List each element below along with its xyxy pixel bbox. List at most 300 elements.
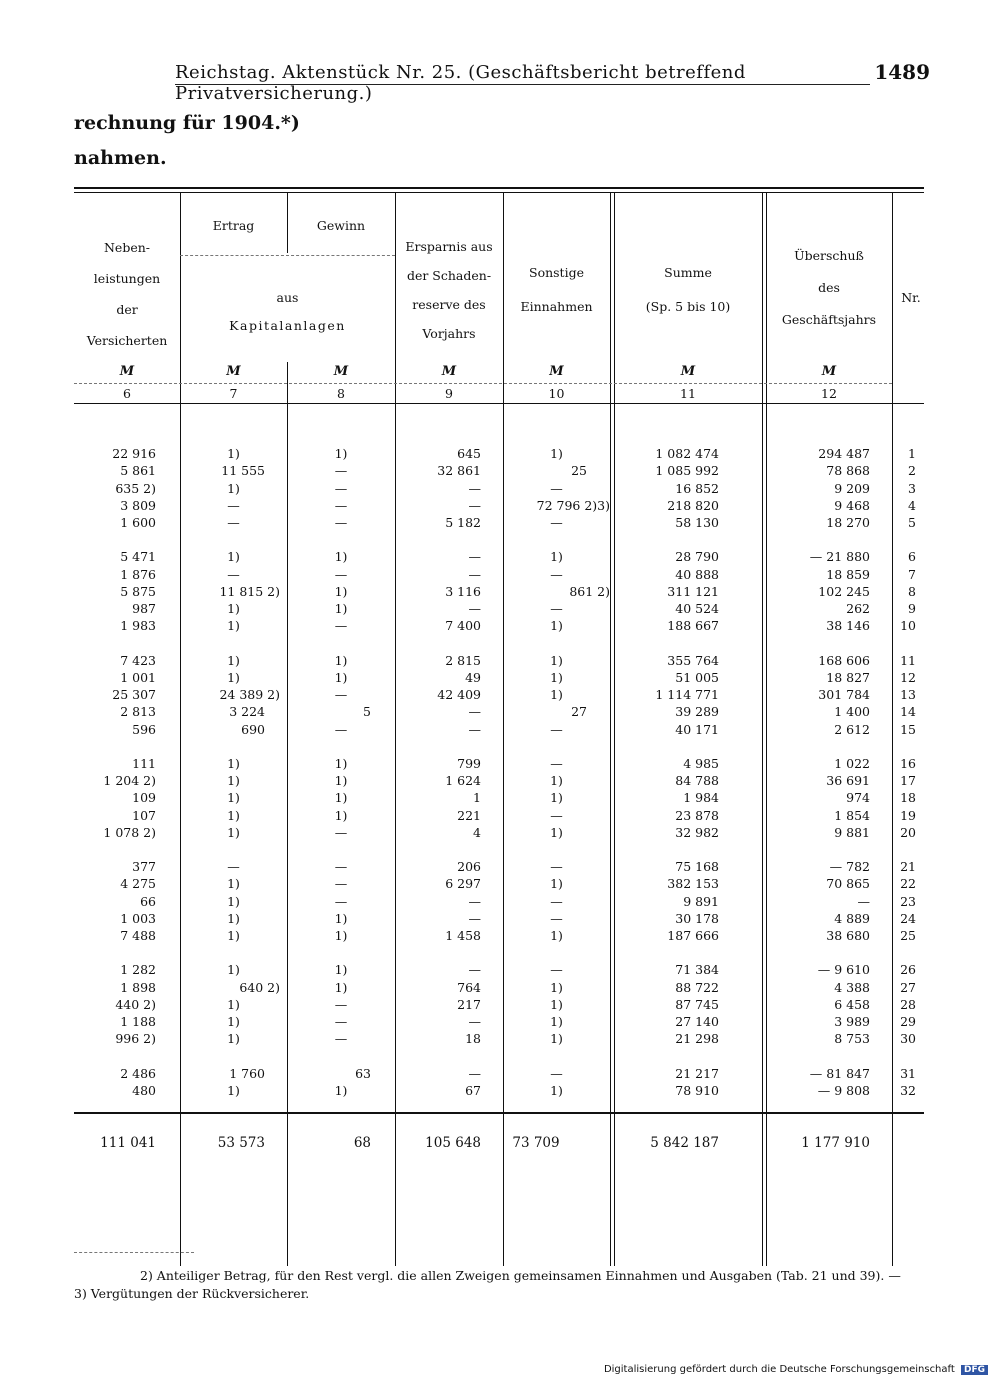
table-cell: 294 487 xyxy=(818,446,870,461)
table-cell: 1 983 xyxy=(120,618,156,634)
table-cell: 22 916 xyxy=(112,446,156,461)
table-cell: 58 130 xyxy=(675,515,719,530)
table-cell: 78 868 xyxy=(826,463,870,479)
unit-dash-rule xyxy=(74,383,892,384)
table-cell: — xyxy=(550,893,563,909)
table-cell: 187 666 xyxy=(667,928,719,943)
table-cell: — xyxy=(227,515,240,530)
table-cell: 2 486 xyxy=(120,1065,156,1081)
table-cell: 1) xyxy=(227,652,240,668)
table-cell: — xyxy=(468,893,481,909)
table-cell: 2 xyxy=(908,463,916,479)
table-cell: 4 889 xyxy=(834,910,870,926)
header-dash-ertrag-gewinn xyxy=(180,255,395,256)
table-cell: — xyxy=(550,515,563,530)
table-cell: 14 xyxy=(900,704,916,720)
table-cell: 19 xyxy=(900,807,916,823)
table-cell: 764 xyxy=(457,979,481,995)
table-cell: 8 753 xyxy=(834,1031,870,1047)
table-cell: 11 815 2) xyxy=(219,583,280,599)
table-cell: 21 298 xyxy=(675,1031,719,1047)
table-cell: 71 384 xyxy=(675,962,719,978)
table-cell: — xyxy=(334,497,348,513)
table-cell: — xyxy=(468,910,481,926)
table-cell: 27 140 xyxy=(675,1014,719,1029)
table-cell: 640 2) xyxy=(239,979,280,995)
table-cell: 9 xyxy=(908,601,916,616)
header-col8-gewinn: Gewinn xyxy=(316,218,366,233)
table-cell: 18 xyxy=(465,1031,481,1047)
table-cell: 2 813 xyxy=(120,704,156,720)
table-cell: 1 400 xyxy=(834,704,870,720)
table-cell: 39 289 xyxy=(675,704,719,720)
table-cell: — xyxy=(334,1014,348,1029)
total-col9: 105 648 xyxy=(425,1135,481,1151)
running-head-text: Reichstag. Aktenstück Nr. 25. (Geschäftsbericht betreffend Privatversicherung.) xyxy=(175,62,746,104)
table-cell: 21 xyxy=(900,859,916,874)
table-cell: — xyxy=(468,480,481,496)
table-cell: — xyxy=(227,859,240,874)
unit-col12: M xyxy=(821,364,837,379)
footnote-2: 2) Anteiliger Betrag, für den Rest vergl. die allen Zweigen gemeinsamen Einnahmen und Ausgaben (Tab. 21 und 39). — xyxy=(140,1268,901,1283)
table-cell: 1 xyxy=(473,790,481,806)
table-cell: 42 409 xyxy=(437,687,481,702)
colnum-11: 11 xyxy=(680,386,696,401)
table-cell: 1) xyxy=(550,687,563,702)
table-cell: 24 xyxy=(900,910,916,926)
table-cell: 1) xyxy=(334,669,348,685)
dfg-logo: DFG xyxy=(961,1365,988,1375)
table-cell: 221 xyxy=(457,807,481,823)
table-cell: 13 xyxy=(900,687,916,702)
table-cell: 40 171 xyxy=(675,721,719,737)
table-cell: — xyxy=(550,859,563,874)
table-cell: 32 xyxy=(900,1082,916,1098)
table-cell: 18 270 xyxy=(826,515,870,530)
totals-rule xyxy=(74,1112,924,1114)
table-cell: — 9 808 xyxy=(817,1082,870,1098)
table-cell: 3 989 xyxy=(834,1014,870,1029)
table-cell: 28 790 xyxy=(675,549,719,565)
table-cell: 29 xyxy=(900,1014,916,1029)
footnote-3: 3) Vergütungen der Rückversicherer. xyxy=(74,1286,310,1301)
table-cell: 1) xyxy=(227,601,240,616)
table-cell: 1 003 xyxy=(120,910,156,926)
table-cell: 188 667 xyxy=(667,618,719,634)
digitization-note xyxy=(604,1364,988,1375)
table-cell: 8 xyxy=(908,583,916,599)
table-cell: 1) xyxy=(334,979,348,995)
table-cell: 377 xyxy=(132,859,156,874)
table-cell: 24 389 2) xyxy=(219,687,280,702)
table-cell: — 81 847 xyxy=(809,1065,870,1081)
table-cell: 1 458 xyxy=(445,928,481,943)
table-cell: 40 524 xyxy=(675,601,719,616)
footnote-separator xyxy=(74,1252,194,1253)
table-cell: 168 606 xyxy=(818,652,870,668)
table-cell: 382 153 xyxy=(667,876,719,892)
header-nr: Nr. xyxy=(901,290,921,305)
table-cell: — xyxy=(334,859,348,874)
table-cell: — xyxy=(334,1031,348,1047)
unit-col6: M xyxy=(119,364,135,379)
table-cell: 1) xyxy=(550,996,563,1012)
header-col6: Neben- leistungen der Versicherten xyxy=(86,240,168,348)
running-head xyxy=(175,60,930,104)
table-cell: — xyxy=(550,1065,563,1081)
table-cell: — xyxy=(468,962,481,978)
table-cell: 5 861 xyxy=(120,463,156,479)
table-cell: 32 982 xyxy=(675,824,719,840)
table-cell: 1) xyxy=(334,446,348,461)
table-cell: 1) xyxy=(550,790,563,806)
running-head-rule xyxy=(175,84,870,85)
table-cell: 1) xyxy=(227,910,240,926)
table-cell: 23 878 xyxy=(675,807,719,823)
colnum-10: 10 xyxy=(548,386,565,401)
table-top-rule xyxy=(74,187,924,189)
unit-col10: M xyxy=(549,364,564,379)
table-cell: 2 815 xyxy=(445,652,481,668)
table-cell: 10 xyxy=(900,618,916,634)
table-cell: 1 022 xyxy=(834,755,870,771)
table-cell: 1 085 992 xyxy=(655,463,719,479)
table-cell: 1) xyxy=(550,1014,563,1029)
table-cell: 7 488 xyxy=(120,928,156,943)
table-cell: 40 888 xyxy=(675,566,719,582)
table-cell: 1) xyxy=(227,1082,240,1098)
table-cell: — 782 xyxy=(829,859,870,874)
col-divider-10-11 xyxy=(610,193,611,1266)
table-cell: 84 788 xyxy=(675,773,719,788)
table-cell: — xyxy=(468,721,481,737)
table-cell: 1 760 xyxy=(229,1065,265,1081)
table-cell: 1) xyxy=(334,790,348,806)
table-cell: — xyxy=(334,480,348,496)
table-cell: — xyxy=(334,566,348,582)
table-cell: 6 458 xyxy=(834,996,870,1012)
total-col7: 53 573 xyxy=(217,1135,265,1151)
table-cell: 1) xyxy=(550,979,563,995)
table-cell: 1) xyxy=(334,583,348,599)
table-cell: — xyxy=(334,515,348,530)
header-col11: Summe (Sp. 5 bis 10) xyxy=(645,265,731,314)
table-cell: 12 xyxy=(900,669,916,685)
table-cell: 1 984 xyxy=(683,790,719,806)
header-col12: Überschuß des Geschäftsjahrs xyxy=(781,248,877,327)
table-cell: — xyxy=(227,566,240,582)
table-cell: 987 xyxy=(132,601,156,616)
table-cell: 1) xyxy=(550,876,563,892)
table-cell: 11 555 xyxy=(221,463,265,479)
colnum-9: 9 xyxy=(445,386,453,401)
table-cell: 217 xyxy=(457,996,481,1012)
table-title-line1: rechnung für 1904.*) xyxy=(74,112,300,134)
table-cell: 1) xyxy=(227,928,240,943)
table-cell: 1) xyxy=(550,928,563,943)
table-cell: — xyxy=(334,618,348,634)
table-cell: 1) xyxy=(334,807,348,823)
table-cell: 1 624 xyxy=(445,773,481,788)
header-col78-aus: aus xyxy=(276,290,299,305)
table-cell: — xyxy=(550,755,563,771)
table-cell: — xyxy=(334,893,348,909)
page-number: 1489 xyxy=(874,60,930,84)
table-cell: 1) xyxy=(334,652,348,668)
table-cell: 16 852 xyxy=(675,480,719,496)
table-cell: 1 001 xyxy=(120,669,156,685)
table-cell: 4 xyxy=(908,497,916,513)
colnum-6: 6 xyxy=(123,386,131,401)
table-title-line2: nahmen. xyxy=(74,147,167,169)
table-cell: 25 xyxy=(571,463,587,479)
table-cell: 1) xyxy=(227,1014,240,1029)
table-cell: 2 612 xyxy=(834,721,870,737)
table-cell: — 21 880 xyxy=(809,549,870,565)
table-cell: 635 2) xyxy=(115,480,156,496)
table-cell: 5 182 xyxy=(445,515,481,530)
total-col11: 5 842 187 xyxy=(650,1135,719,1151)
table-cell: 1) xyxy=(227,996,240,1012)
table-cell: 1) xyxy=(227,1031,240,1047)
table-cell: 1) xyxy=(334,928,348,943)
table-cell: — xyxy=(468,549,481,565)
table-cell: 1) xyxy=(550,618,563,634)
table-cell: 1 876 xyxy=(120,566,156,582)
total-col10: 73 709 xyxy=(512,1135,560,1151)
table-cell: 87 745 xyxy=(675,996,719,1012)
table-cell: 690 xyxy=(241,721,265,737)
table-cell: 20 xyxy=(900,824,916,840)
table-cell: 1) xyxy=(227,618,240,634)
table-cell: — xyxy=(334,876,348,892)
table-cell: 32 861 xyxy=(437,463,481,479)
table-cell: 1) xyxy=(550,652,563,668)
table-cell: 1 082 474 xyxy=(655,446,719,461)
table-cell: 30 xyxy=(900,1031,916,1047)
table-cell: — xyxy=(550,962,563,978)
table-cell: 7 423 xyxy=(120,652,156,668)
total-col8: 68 xyxy=(353,1135,371,1151)
table-cell: 440 2) xyxy=(115,996,156,1012)
table-cell: 301 784 xyxy=(818,687,870,702)
table-cell: 28 xyxy=(900,996,916,1012)
table-cell: 3 224 xyxy=(229,704,265,720)
table-cell: — xyxy=(468,566,481,582)
table-cell: 9 891 xyxy=(683,893,719,909)
table-cell: — xyxy=(550,566,563,582)
table-cell: — xyxy=(550,601,563,616)
table-cell: 51 005 xyxy=(675,669,719,685)
colnum-12: 12 xyxy=(821,386,837,401)
table-cell: 480 xyxy=(132,1082,156,1098)
table-cell: 6 xyxy=(908,549,916,565)
total-col6: 111 041 xyxy=(100,1135,156,1151)
table-cell: 1) xyxy=(227,549,240,565)
total-col12: 1 177 910 xyxy=(801,1135,870,1151)
table-cell: — xyxy=(550,721,563,737)
table-cell: 206 xyxy=(457,859,481,874)
table-cell: 5 xyxy=(908,515,916,530)
table-cell: 22 xyxy=(900,876,916,892)
table-cell: 1) xyxy=(334,910,348,926)
table-cell: 1) xyxy=(334,549,348,565)
table-cell: 596 xyxy=(132,721,156,737)
table-cell: 9 209 xyxy=(834,480,870,496)
table-cell: 88 722 xyxy=(675,979,719,995)
table-cell: 18 859 xyxy=(826,566,870,582)
table-cell: 1) xyxy=(227,480,240,496)
table-cell: 1 898 xyxy=(120,979,156,995)
table-cell: 996 2) xyxy=(115,1031,156,1047)
unit-col11: M xyxy=(680,364,696,379)
table-cell: 49 xyxy=(465,669,481,685)
header-bottom-rule xyxy=(74,403,924,404)
header-col10: Sonstige Einnahmen xyxy=(520,265,593,314)
table-cell: 645 xyxy=(457,446,481,461)
table-cell: 27 xyxy=(900,979,916,995)
table-cell: — xyxy=(857,893,870,909)
table-cell: 218 820 xyxy=(667,497,719,513)
table-cell: 66 xyxy=(140,893,156,909)
table-cell: 1) xyxy=(227,790,240,806)
table-cell: 9 468 xyxy=(834,497,870,513)
table-cell: 102 245 xyxy=(818,583,870,599)
table-cell: 1) xyxy=(227,446,240,461)
table-cell: 5 875 xyxy=(120,583,156,599)
table-cell: 1 xyxy=(908,446,916,461)
table-cell: 1 204 2) xyxy=(103,773,156,788)
table-cell: 311 121 xyxy=(667,583,719,599)
table-cell: 9 881 xyxy=(834,824,870,840)
table-cell: 16 xyxy=(900,755,916,771)
table-cell: 1 600 xyxy=(120,515,156,530)
table-cell: 1) xyxy=(334,773,348,788)
table-cell: 1) xyxy=(550,824,563,840)
table-cell: 7 xyxy=(908,566,916,582)
table-cell: 67 xyxy=(465,1082,481,1098)
table-cell: 107 xyxy=(132,807,156,823)
table-cell: — xyxy=(334,463,348,479)
table-cell: 11 xyxy=(900,652,916,668)
table-cell: 861 2) xyxy=(569,583,610,599)
table-cell: 7 400 xyxy=(445,618,481,634)
table-cell: 31 xyxy=(900,1065,916,1081)
table-cell: 1) xyxy=(334,962,348,978)
table-cell: — xyxy=(550,807,563,823)
table-cell: 1) xyxy=(334,755,348,771)
table-cell: — xyxy=(468,601,481,616)
table-cell: 15 xyxy=(900,721,916,737)
table-cell: 72 796 2)3) xyxy=(536,497,610,513)
table-cell: 70 865 xyxy=(826,876,870,892)
col-divider-11-12 xyxy=(762,193,763,1266)
table-cell: 4 388 xyxy=(834,979,870,995)
unit-col7: M xyxy=(226,364,241,379)
table-cell: 3 809 xyxy=(120,497,156,513)
table-cell: 30 178 xyxy=(675,910,719,926)
table-cell: 1) xyxy=(227,893,240,909)
table-cell: 1) xyxy=(550,1031,563,1047)
table-top-rule-2 xyxy=(74,192,924,193)
table-cell: — xyxy=(334,721,348,737)
table-cell: 1) xyxy=(227,669,240,685)
table-cell: 355 764 xyxy=(667,652,719,668)
table-cell: 1) xyxy=(227,876,240,892)
unit-col8: M xyxy=(333,364,349,379)
table-cell: 4 985 xyxy=(683,755,719,771)
table-cell: — xyxy=(468,1065,481,1081)
table-cell: 1) xyxy=(334,1082,348,1098)
table-cell: 23 xyxy=(900,893,916,909)
table-cell: 1 282 xyxy=(120,962,156,978)
table-cell: 1 114 771 xyxy=(655,687,719,702)
table-cell: 3 xyxy=(908,480,916,496)
table-cell: 1) xyxy=(334,601,348,616)
table-cell: 63 xyxy=(355,1065,371,1081)
table-cell: 1) xyxy=(227,773,240,788)
table-cell: 4 275 xyxy=(120,876,156,892)
table-cell: — xyxy=(550,910,563,926)
table-cell: 26 xyxy=(900,962,916,978)
table-cell: 1) xyxy=(550,549,563,565)
table-cell: — xyxy=(334,996,348,1012)
table-cell: 1 078 2) xyxy=(103,824,156,840)
unit-col9: M xyxy=(441,364,457,379)
table-cell: 1) xyxy=(550,669,563,685)
table-cell: 17 xyxy=(900,773,916,788)
table-cell: 6 297 xyxy=(445,876,481,892)
table-cell: 1) xyxy=(550,1082,563,1098)
header-col9: Ersparnis aus der Schaden- reserve des Vorjahrs xyxy=(405,239,493,341)
table-cell: — 9 610 xyxy=(817,962,870,978)
table-cell: 38 146 xyxy=(826,618,870,634)
table-cell: 78 910 xyxy=(675,1082,719,1098)
table-cell: — xyxy=(468,1014,481,1029)
table-cell: 1 188 xyxy=(120,1014,156,1029)
header-col78-kapitalanlagen: Kapitalanlagen xyxy=(229,318,346,333)
table-cell: 18 827 xyxy=(826,669,870,685)
table-cell: 36 691 xyxy=(826,773,870,788)
table-cell: 1) xyxy=(227,962,240,978)
header-col7-ertrag: Ertrag xyxy=(212,218,255,233)
table-cell: 18 xyxy=(900,790,916,806)
table-cell: 109 xyxy=(132,790,156,806)
table-cell: — xyxy=(227,497,240,513)
table-cell: 5 471 xyxy=(120,549,156,565)
table-cell: 25 307 xyxy=(112,687,156,702)
table-cell: 111 xyxy=(132,755,156,771)
table-cell: 25 xyxy=(900,928,916,943)
table-cell: 974 xyxy=(846,790,870,806)
table-cell: 799 xyxy=(457,755,481,771)
colnum-7: 7 xyxy=(229,386,238,401)
table-cell: 262 xyxy=(846,601,870,616)
table-cell: 5 xyxy=(363,704,371,720)
table-cell: — xyxy=(468,497,481,513)
table-cell: 27 xyxy=(571,704,587,720)
table-cell: 1) xyxy=(227,824,240,840)
table-cell: 1 854 xyxy=(834,807,870,823)
table-cell: 4 xyxy=(473,824,481,840)
table-cell: 38 680 xyxy=(826,928,870,943)
colnum-8: 8 xyxy=(337,386,345,401)
table-cell: — xyxy=(334,824,348,840)
table-cell: 3 116 xyxy=(445,583,481,599)
table-cell: 21 217 xyxy=(675,1065,719,1081)
table-cell: 1) xyxy=(227,755,240,771)
table-cell: 1) xyxy=(550,773,563,788)
